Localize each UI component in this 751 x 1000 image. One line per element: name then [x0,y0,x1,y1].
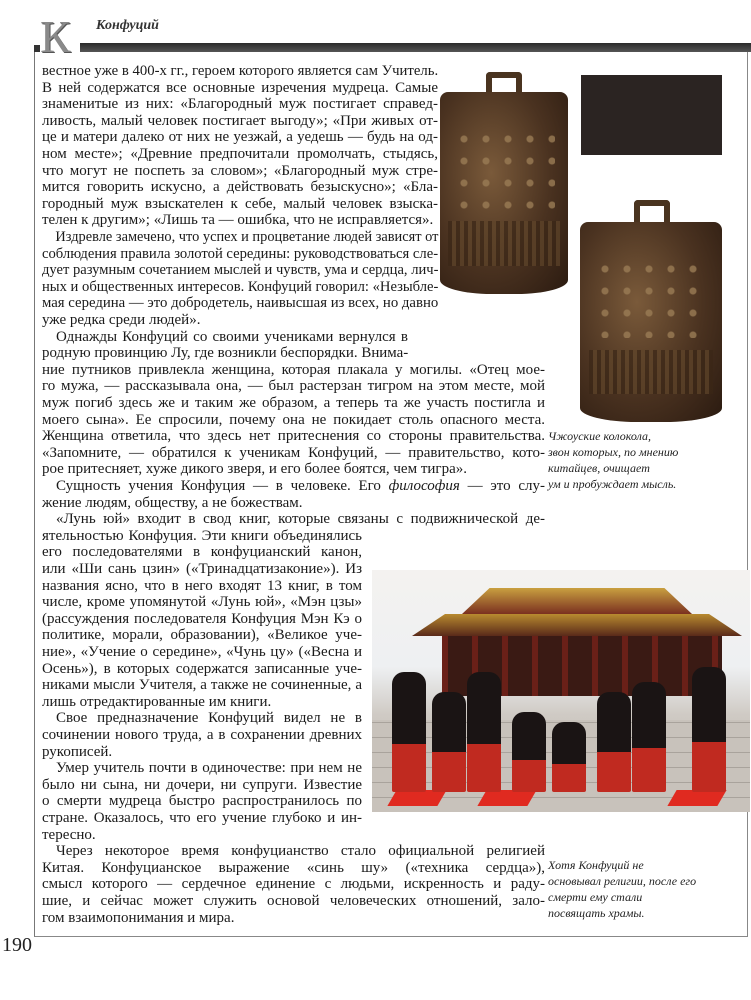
text-line: ятельностью Конфуция. Эти книги объединялись [42,527,362,544]
text-line: В ней содержатся все основные изречения мудреца. Самые [42,79,438,96]
temple-photo [372,570,750,812]
text-line: мая середина — это добродетель, наивысшая из всех, но давно [42,295,439,312]
text-line: це и матери далеко от них не уезжай, а уедешь — будь на од- [42,129,438,146]
text-line: уже редка среди людей». [42,312,201,328]
text-line: о смерти мудреца быстро распространилось по [42,793,362,810]
text-line: телен к другим»; «Лишь та — ошибка, что не исправляется». [42,212,434,229]
caption-line: ум и пробуждает мысль. [548,477,677,491]
text-line: гом взаимопонимания и мира. [42,909,235,926]
text-line: жение людям, обществу, а не божествам. [42,494,303,511]
text-line: тересно. [42,826,96,843]
text-line: лишь отредактированные им книги. [42,693,272,710]
text-line: ных и общественных интересов. Конфуций говорил: «Незыбле- [42,278,439,295]
page-number: 190 [2,934,32,956]
text-line: названия ясно, что в него входят 13 книг, в том [42,577,362,594]
temple-caption [548,857,696,921]
caption-line: звон которых, по мнению [548,445,679,459]
bells-caption [548,428,678,492]
text-line: Однажды Конфуций со своими учениками вернулся в [56,328,408,345]
caption-line: основывал религии, после его [548,874,697,888]
text-line: рукописей. [42,743,113,760]
caption-line: Чжоуские колокола, [548,429,651,443]
text-line: ние», «Учение о середине», «Чунь цу» («Весна и [42,644,362,660]
text-line: сочинении нового труда, а в сохранении древних [42,727,362,743]
text-line: дует разумным сочетанием мыслей и чувств, ума и сердца, лич- [42,262,439,279]
caption-line: смерти ему стали [548,890,643,904]
text-line: Сущность учения Конфуция — в человеке. Его философия — это слу- [56,478,546,494]
text-line: его последователями в конфуцианский канон, [42,544,362,561]
bell-image-left [440,72,568,294]
text-line: Китая. Конфуцианское выражение «синь шу» («техника сердца»), [42,859,545,876]
text-line: было ни сына, ни дочери, ни супруги. Известие [42,776,362,793]
text-line: знаменитые из них: «Благородный муж постигает справед- [42,96,438,113]
text-line: ливость, малый человек постигает выгоду»; «При живых от- [42,112,438,129]
caption-line: посвящать храмы. [548,906,645,920]
text-line: ние путников привлекла женщина, которая плакала у могилы. «Отец мое- [42,361,545,378]
text-line: муж погиб здесь же и таким же образом, а теперь та же участь постигла и [42,395,545,411]
text-line: (рассуждения последователя Конфуция Мэн Кэ о [42,610,362,627]
text-line: Через некоторое время конфуцианство стало официальной религией [56,843,545,860]
text-line: Осень»), в которых содержатся записанные уче- [42,660,362,677]
text-line: вестное уже в 400-х гг., героем которого является сам Учитель. [42,63,439,79]
chapter-letter: К [40,11,71,62]
text-line: го мужа, — рассказывала она, — был растерзан тигром на этом месте, мой [42,378,545,395]
text-line: родную провинцию Лу, где возникли беспорядки. Внима- [42,345,409,362]
header-square [34,45,40,52]
text-line: городный муж взыскателен к себе, малый человек взыска- [42,195,438,212]
header-bar [80,43,751,52]
text-line: «Лунь юй» входит в свод книг, которые связаны с подвижнической де- [56,511,545,528]
text-line: ном месте»; «Древние предпочитали промолчать, стыдясь, [42,146,438,162]
text-line: или «Ши сань цзин» («Тринадцатизаконие»). Из [42,561,362,577]
text-line: стране. Оказалось, что его учение глубоко и ин- [42,810,362,826]
text-line: моего сына». Ее спросили, почему она не покидает столь опасного места. [42,411,545,428]
text-line: шие, и сейчас может служить основой человеческих отношений, зало- [42,893,545,909]
text-line: смысл которого — сердечное единение с людьми, искренность и раду- [42,876,545,893]
text-line: политике, морали, образовании), «Великое уче- [42,627,362,644]
caption-line: Хотя Конфуций не [548,858,644,872]
text-line: мится говорить искусно, а действовать безыскусно»; «Бла- [42,179,438,196]
caption-line: китайцев, очищает [548,461,650,475]
bell-image-right [580,200,722,422]
text-line: соблюдения правила золотой середины: руководствоваться сле- [42,245,439,262]
text-line: Свое предназначение Конфуций видел не в [56,710,362,727]
text-line: Умер учитель почти в одиночестве: при нем не [56,760,362,777]
text-line: никами мысли Учителя, а также не сочиненные, а [42,677,362,694]
text-line: рое притесняет, хуже дикого зверя, и его более боятся, чем тигра». [42,461,467,478]
text-line: Издревле замечено, что успех и процветание людей зависят от [55,229,439,245]
dark-panel [581,75,722,155]
text-line: числе, кроме упомянутой «Лунь юй», «Мэн цзы» [42,594,362,611]
text-line: Женщина ответила, что здесь нет притеснения со стороны правительства. [42,428,545,445]
text-line: «Запомните, — обратился к ученикам Конфуций, — правительство, кото- [42,444,545,461]
running-title: Конфуций [96,18,159,33]
text-line: что могут не поспеть за словом»; «Благородный муж стре- [42,162,438,179]
